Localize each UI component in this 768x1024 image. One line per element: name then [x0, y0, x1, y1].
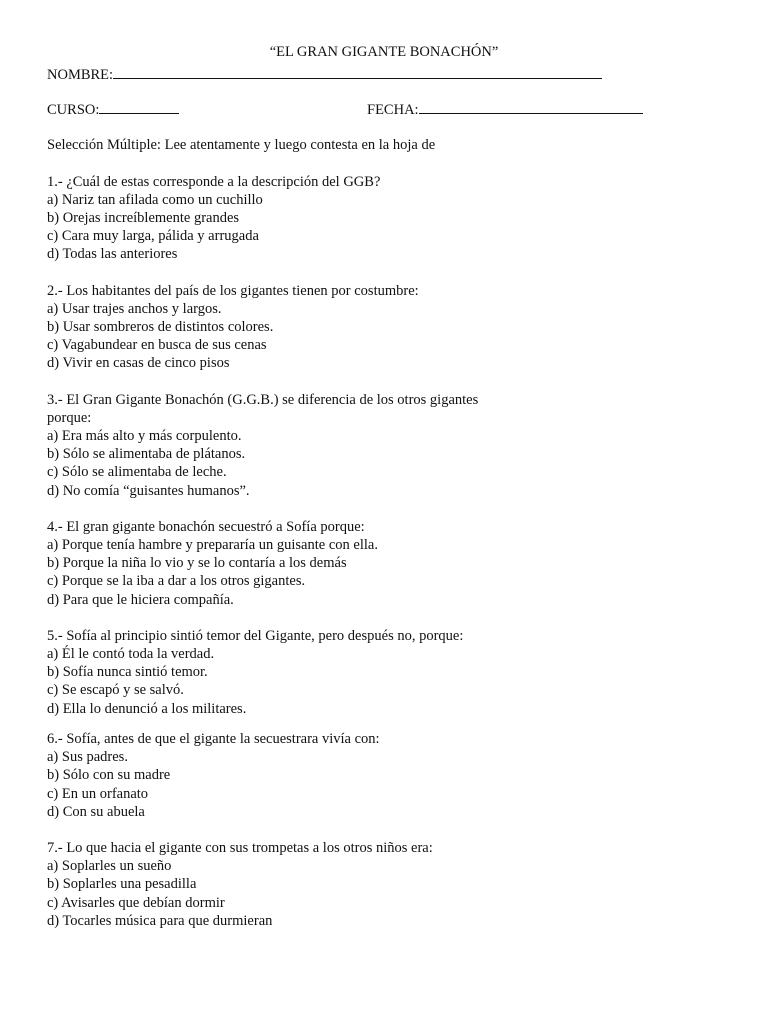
question-4-option-a: a) Porque tenía hambre y prepararía un guisante con ella.: [47, 537, 378, 553]
fecha-field: [367, 100, 643, 119]
question-7-option-d: d) Tocarles música para que durmieran: [47, 913, 273, 929]
question-3-option-d: d) No comía “guisantes humanos”.: [47, 483, 250, 499]
question-7-option-b: b) Soplarles una pesadilla: [47, 876, 197, 892]
question-6-option-c: c) En un orfanato: [47, 786, 149, 802]
question-6-option-d: d) Con su abuela: [47, 804, 145, 820]
question-7-text: 7.- Lo que hacia el gigante con sus trompetas a los otros niños era:: [47, 840, 433, 856]
instructions: Selección Múltiple: Lee atentamente y luego contesta en la hoja de: [47, 137, 436, 153]
question-4-option-c: c) Porque se la iba a dar a los otros gigantes.: [47, 573, 306, 589]
question-4-option-d: d) Para que le hiciera compañía.: [47, 592, 234, 608]
question-5-option-b: b) Sofía nunca sintió temor.: [47, 664, 208, 680]
question-2-text: 2.- Los habitantes del país de los gigantes tienen por costumbre:: [47, 283, 419, 299]
question-3-option-a: a) Era más alto y más corpulento.: [47, 428, 242, 444]
fecha-label: FECHA:: [367, 102, 419, 118]
question-1-option-b: b) Orejas increíblemente grandes: [47, 210, 240, 226]
question-4-option-b: b) Porque la niña lo vio y se lo contaría a los demás: [47, 555, 347, 571]
question-2-option-d: d) Vivir en casas de cinco pisos: [47, 355, 230, 371]
question-5-option-a: a) Él le contó toda la verdad.: [47, 646, 215, 662]
question-5-option-c: c) Se escapó y se salvó.: [47, 682, 184, 698]
question-4-text: 4.- El gran gigante bonachón secuestró a Sofía porque:: [47, 519, 365, 535]
question-6-text: 6.- Sofía, antes de que el gigante la secuestrara vivía con:: [47, 731, 380, 747]
curso-label: CURSO:: [47, 102, 100, 118]
question-1-option-a: a) Nariz tan afilada como un cuchillo: [47, 192, 263, 208]
question-1-text: 1.- ¿Cuál de estas corresponde a la descripción del GGB?: [47, 174, 381, 190]
curso-blank-line[interactable]: [99, 100, 179, 114]
nombre-blank-line[interactable]: [113, 65, 602, 79]
nombre-label: NOMBRE:: [47, 67, 114, 83]
question-5-text: 5.- Sofía al principio sintió temor del Gigante, pero después no, porque:: [47, 628, 464, 644]
question-3-option-c: c) Sólo se alimentaba de leche.: [47, 464, 227, 480]
question-6-option-b: b) Sólo con su madre: [47, 767, 171, 783]
question-2-option-a: a) Usar trajes anchos y largos.: [47, 301, 222, 317]
nombre-field: [47, 65, 602, 84]
page-title: “EL GRAN GIGANTE BONACHÓN”: [269, 44, 499, 60]
fecha-blank-line[interactable]: [419, 100, 643, 114]
question-3-text-cont: porque:: [47, 410, 92, 426]
question-1-option-c: c) Cara muy larga, pálida y arrugada: [47, 228, 259, 244]
question-3-option-b: b) Sólo se alimentaba de plátanos.: [47, 446, 246, 462]
question-7-option-a: a) Soplarles un sueño: [47, 858, 172, 874]
curso-field: [47, 100, 179, 119]
question-3-text: 3.- El Gran Gigante Bonachón (G.G.B.) se diferencia de los otros gigantes: [47, 392, 479, 408]
question-5-option-d: d) Ella lo denunció a los militares.: [47, 701, 247, 717]
question-1-option-d: d) Todas las anteriores: [47, 246, 178, 262]
question-6-option-a: a) Sus padres.: [47, 749, 128, 765]
question-2-option-c: c) Vagabundear en busca de sus cenas: [47, 337, 267, 353]
question-2-option-b: b) Usar sombreros de distintos colores.: [47, 319, 274, 335]
question-7-option-c: c) Avisarles que debían dormir: [47, 895, 225, 911]
